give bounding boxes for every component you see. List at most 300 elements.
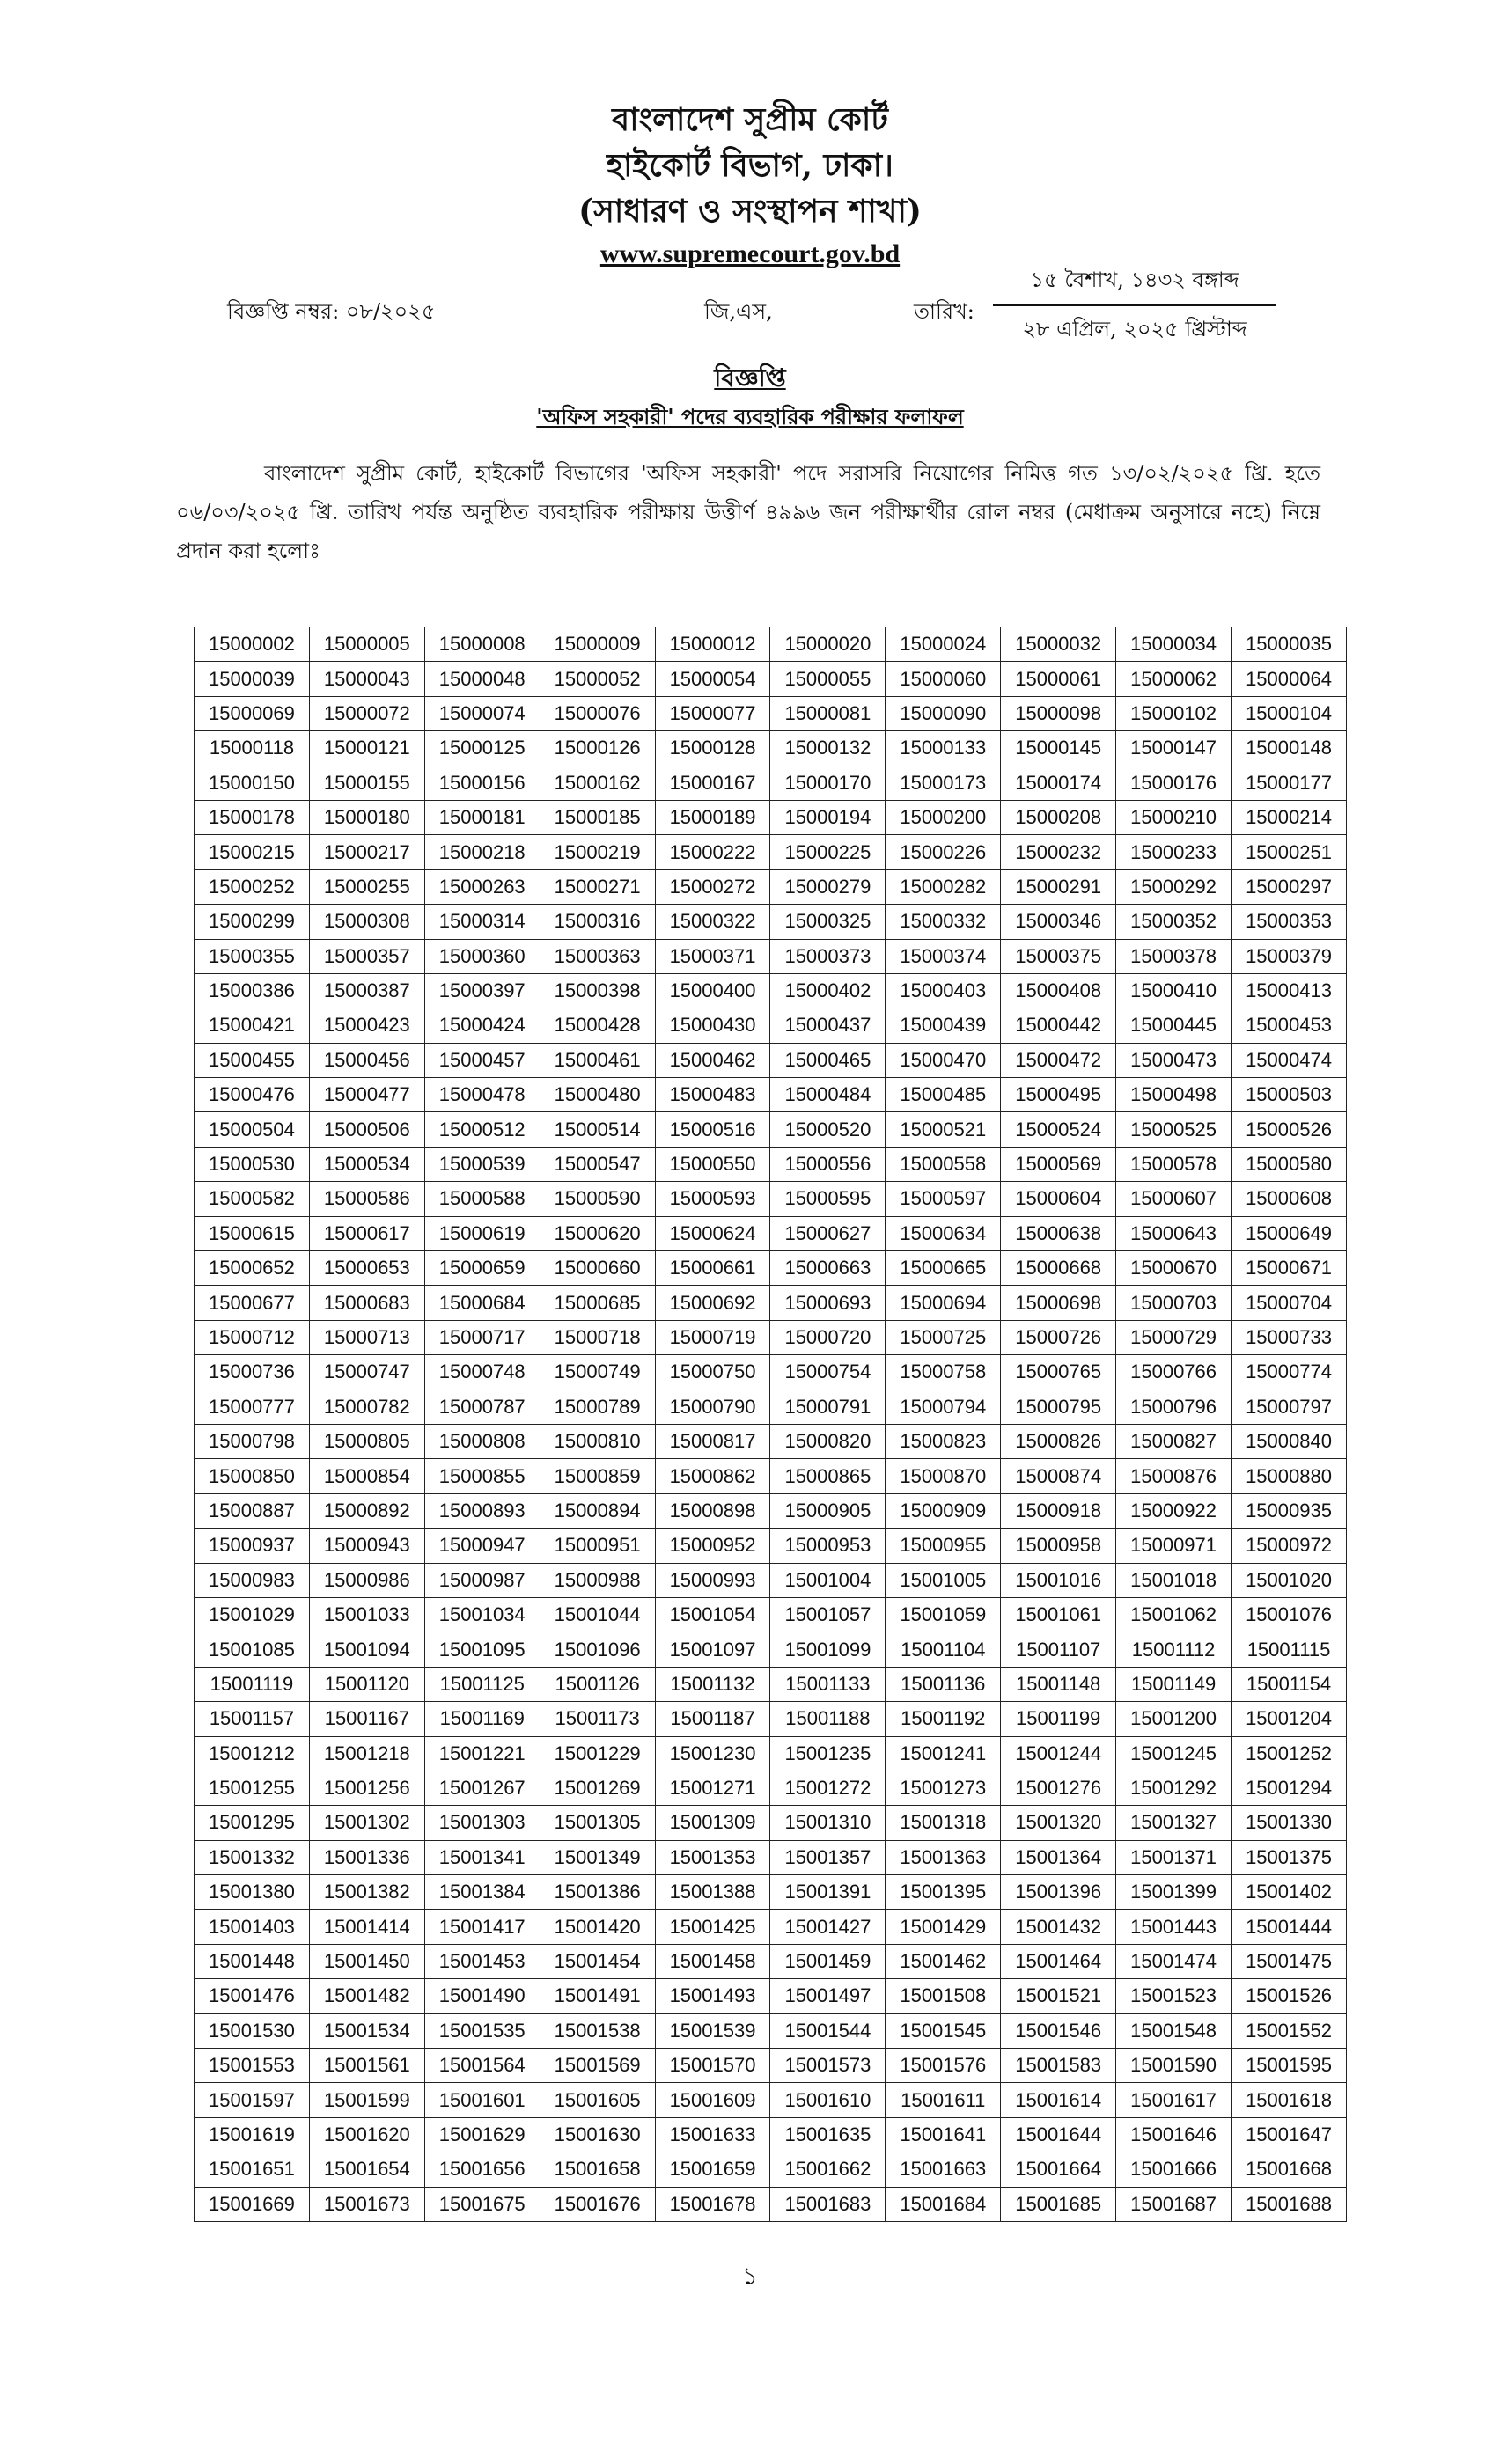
- roll-number-cell: 15000210: [1116, 800, 1232, 834]
- roll-number-cell: 15001230: [655, 1736, 770, 1771]
- roll-number-cell: 15001396: [1001, 1875, 1116, 1910]
- roll-number-cell: 15000947: [424, 1529, 540, 1563]
- notice-subtitle-text: 'অফিস সহকারী' পদের ব্যবহারিক পরীক্ষার ফলাফল: [536, 404, 964, 429]
- roll-number-cell: 15001062: [1116, 1597, 1232, 1632]
- roll-number-cell: 15000132: [770, 731, 886, 766]
- roll-number-cell: 15000009: [540, 627, 655, 662]
- roll-number-cell: 15001044: [540, 1597, 655, 1632]
- roll-number-cell: 15000477: [309, 1078, 424, 1112]
- roll-number-cell: 15001148: [1001, 1667, 1116, 1701]
- roll-number-cell: 15001659: [655, 2152, 770, 2187]
- roll-number-cell: 15000661: [655, 1251, 770, 1286]
- roll-number-cell: 15000055: [770, 662, 886, 696]
- roll-number-cell: 15000064: [1232, 662, 1347, 696]
- roll-number-cell: 15001530: [195, 2013, 310, 2048]
- roll-number-cell: 15000474: [1232, 1043, 1347, 1077]
- roll-number-cell: 15001271: [655, 1771, 770, 1805]
- roll-number-cell: 15000373: [770, 939, 886, 973]
- roll-number-cell: 15001173: [540, 1702, 655, 1736]
- roll-number-cell: 15000854: [309, 1459, 424, 1493]
- roll-number-cell: 15000880: [1232, 1459, 1347, 1493]
- roll-number-cell: 15000935: [1232, 1493, 1347, 1528]
- roll-number-cell: 15000791: [770, 1390, 886, 1424]
- roll-number-cell: 15000387: [309, 973, 424, 1008]
- roll-number-cell: 15001133: [770, 1667, 886, 1701]
- roll-number-cell: 15000634: [886, 1216, 1001, 1250]
- roll-number-cell: 15001200: [1116, 1702, 1232, 1736]
- table-row: [195, 1216, 1347, 1250]
- roll-number-cell: 15001618: [1232, 2083, 1347, 2117]
- roll-number-cell: 15000316: [540, 905, 655, 939]
- table-row: [195, 1667, 1347, 1701]
- roll-number-cell: 15001403: [195, 1910, 310, 1944]
- roll-number-cell: 15000176: [1116, 766, 1232, 800]
- roll-number-cell: 15000677: [195, 1286, 310, 1320]
- table-row: [195, 1563, 1347, 1597]
- roll-number-cell: 15000233: [1116, 835, 1232, 869]
- roll-number-cell: 15000987: [424, 1563, 540, 1597]
- roll-number-cell: 15000005: [309, 627, 424, 662]
- roll-number-cell: 15001619: [195, 2117, 310, 2152]
- roll-number-cell: 15000118: [195, 731, 310, 766]
- roll-number-cell: 15001076: [1232, 1597, 1347, 1632]
- roll-number-cell: 15000126: [540, 731, 655, 766]
- roll-number-cell: 15000034: [1116, 627, 1232, 662]
- roll-number-cell: 15001590: [1116, 2049, 1232, 2083]
- roll-number-cell: 15001119: [195, 1667, 310, 1701]
- roll-number-cell: 15000217: [309, 835, 424, 869]
- roll-number-cell: 15001651: [195, 2152, 310, 2187]
- roll-number-cell: 15001664: [1001, 2152, 1116, 2187]
- roll-number-cell: 15000322: [655, 905, 770, 939]
- roll-number-cell: 15000604: [1001, 1182, 1116, 1216]
- roll-number-cell: 15001375: [1232, 1840, 1347, 1874]
- roll-number-cell: 15001474: [1116, 1944, 1232, 1978]
- roll-number-cell: 15000870: [886, 1459, 1001, 1493]
- roll-number-cell: 15000713: [309, 1320, 424, 1354]
- roll-number-cell: 15000077: [655, 696, 770, 730]
- roll-number-cell: 15001450: [309, 1944, 424, 1978]
- roll-number-cell: 15000789: [540, 1390, 655, 1424]
- roll-number-cell: 15001573: [770, 2049, 886, 2083]
- roll-number-cell: 15000098: [1001, 696, 1116, 730]
- roll-number-cell: 15000455: [195, 1043, 310, 1077]
- roll-number-cell: 15001552: [1232, 2013, 1347, 2048]
- roll-number-cell: 15000189: [655, 800, 770, 834]
- roll-number-cell: 15000850: [195, 1459, 310, 1493]
- roll-number-cell: 15000181: [424, 800, 540, 834]
- roll-number-cell: 15000777: [195, 1390, 310, 1424]
- roll-number-cell: 15001004: [770, 1563, 886, 1597]
- roll-number-cell: 15000346: [1001, 905, 1116, 939]
- table-row: [195, 1320, 1347, 1354]
- roll-number-cell: 15001662: [770, 2152, 886, 2187]
- roll-number-cell: 15001057: [770, 1597, 886, 1632]
- roll-number-cell: 15000437: [770, 1008, 886, 1043]
- roll-number-cell: 15000495: [1001, 1078, 1116, 1112]
- roll-number-cell: 15000643: [1116, 1216, 1232, 1250]
- roll-number-cell: 15000292: [1116, 869, 1232, 904]
- roll-number-table: [194, 627, 1347, 2222]
- roll-number-cell: 15000147: [1116, 731, 1232, 766]
- roll-number-cell: 15000983: [195, 1563, 310, 1597]
- roll-number-cell: 15001641: [886, 2117, 1001, 2152]
- roll-number-cell: 15000232: [1001, 835, 1116, 869]
- roll-number-cell: 15000423: [309, 1008, 424, 1043]
- roll-number-cell: 15000660: [540, 1251, 655, 1286]
- table-row: [195, 696, 1347, 730]
- roll-number-cell: 15000498: [1116, 1078, 1232, 1112]
- roll-number-cell: 15000862: [655, 1459, 770, 1493]
- roll-number-cell: 15000156: [424, 766, 540, 800]
- roll-number-cell: 15000200: [886, 800, 1001, 834]
- roll-number-cell: 15000717: [424, 1320, 540, 1354]
- roll-number-cell: 15000876: [1116, 1459, 1232, 1493]
- roll-number-cell: 15001402: [1232, 1875, 1347, 1910]
- roll-number-cell: 15001054: [655, 1597, 770, 1632]
- roll-number-cell: 15000218: [424, 835, 540, 869]
- roll-number-cell: 15000222: [655, 835, 770, 869]
- roll-number-cell: 15000638: [1001, 1216, 1116, 1250]
- roll-number-cell: 15001095: [424, 1632, 540, 1667]
- roll-number-cell: 15001157: [195, 1702, 310, 1736]
- roll-number-cell: 15000090: [886, 696, 1001, 730]
- roll-number-cell: 15000758: [886, 1355, 1001, 1390]
- roll-number-cell: 15000798: [195, 1424, 310, 1458]
- roll-number-cell: 15000588: [424, 1182, 540, 1216]
- roll-number-cell: 15000413: [1232, 973, 1347, 1008]
- roll-number-cell: 15001252: [1232, 1736, 1347, 1771]
- roll-number-cell: 15001668: [1232, 2152, 1347, 2187]
- roll-number-cell: 15001548: [1116, 2013, 1232, 2048]
- roll-number-cell: 15000671: [1232, 1251, 1347, 1286]
- roll-number-cell: 15000556: [770, 1147, 886, 1181]
- roll-number-cell: 15001521: [1001, 1979, 1116, 2013]
- roll-number-cell: 15001391: [770, 1875, 886, 1910]
- table-row: [195, 2013, 1347, 2048]
- table-row: [195, 1806, 1347, 1840]
- roll-number-cell: 15000624: [655, 1216, 770, 1250]
- roll-number-cell: 15000208: [1001, 800, 1116, 834]
- roll-number-cell: 15001120: [309, 1667, 424, 1701]
- roll-number-cell: 15000002: [195, 627, 310, 662]
- roll-number-cell: 15001454: [540, 1944, 655, 1978]
- roll-number-cell: 15000472: [1001, 1043, 1116, 1077]
- roll-number-cell: 15001104: [886, 1632, 1001, 1667]
- roll-number-cell: 15001666: [1116, 2152, 1232, 2187]
- roll-number-cell: 15000590: [540, 1182, 655, 1216]
- roll-number-cell: 15000428: [540, 1008, 655, 1043]
- roll-number-cell: 15001107: [1001, 1632, 1116, 1667]
- roll-number-cell: 15001112: [1116, 1632, 1232, 1667]
- roll-number-cell: 15000128: [655, 731, 770, 766]
- branch-name: (সাধারণ ও সংস্থাপন শাখা): [578, 193, 922, 230]
- roll-number-cell: 15000357: [309, 939, 424, 973]
- table-row: [195, 1979, 1347, 2013]
- roll-number-cell: 15001094: [309, 1632, 424, 1667]
- roll-number-cell: 15000747: [309, 1355, 424, 1390]
- roll-number-cell: 15001309: [655, 1806, 770, 1840]
- roll-number-cell: 15000174: [1001, 766, 1116, 800]
- roll-number-cell: 15001136: [886, 1667, 1001, 1701]
- roll-number-cell: 15001059: [886, 1597, 1001, 1632]
- roll-number-cell: 15001154: [1232, 1667, 1347, 1701]
- roll-number-cell: 15000325: [770, 905, 886, 939]
- roll-number-cell: 15001349: [540, 1840, 655, 1874]
- table-row: [195, 1493, 1347, 1528]
- roll-number-cell: 15000504: [195, 1112, 310, 1147]
- roll-number-cell: 15000052: [540, 662, 655, 696]
- roll-number-cell: 15001085: [195, 1632, 310, 1667]
- roll-number-cell: 15001614: [1001, 2083, 1116, 2117]
- roll-number-cell: 15000748: [424, 1355, 540, 1390]
- date-label: তারিখ:: [914, 299, 974, 324]
- roll-number-cell: 15000796: [1116, 1390, 1232, 1424]
- roll-number-cell: 15001683: [770, 2187, 886, 2221]
- roll-number-cell: 15000893: [424, 1493, 540, 1528]
- roll-number-cell: 15000485: [886, 1078, 1001, 1112]
- roll-number-cell: 15001526: [1232, 1979, 1347, 2013]
- roll-number-cell: 15000480: [540, 1078, 655, 1112]
- roll-number-cell: 15001482: [309, 1979, 424, 2013]
- roll-number-cell: 15000958: [1001, 1529, 1116, 1563]
- roll-number-cell: 15000352: [1116, 905, 1232, 939]
- roll-number-cell: 15000074: [424, 696, 540, 730]
- roll-number-cell: 15000125: [424, 731, 540, 766]
- table-row: [195, 1875, 1347, 1910]
- roll-number-cell: 15000615: [195, 1216, 310, 1250]
- roll-number-cell: 15001448: [195, 1944, 310, 1978]
- roll-number-cell: 15001272: [770, 1771, 886, 1805]
- roll-number-cell: 15001432: [1001, 1910, 1116, 1944]
- roll-number-cell: 15000355: [195, 939, 310, 973]
- table-row: [195, 1840, 1347, 1874]
- roll-number-cell: 15000102: [1116, 696, 1232, 730]
- roll-number-cell: 15001429: [886, 1910, 1001, 1944]
- roll-number-cell: 15000194: [770, 800, 886, 834]
- roll-number-cell: 15000620: [540, 1216, 655, 1250]
- roll-number-cell: 15001673: [309, 2187, 424, 2221]
- roll-number-cell: 15000039: [195, 662, 310, 696]
- roll-number-cell: 15001569: [540, 2049, 655, 2083]
- roll-number-cell: 15000308: [309, 905, 424, 939]
- roll-number-cell: 15001425: [655, 1910, 770, 1944]
- roll-number-cell: 15001364: [1001, 1840, 1116, 1874]
- roll-number-cell: 15000988: [540, 1563, 655, 1597]
- date-english: ২৮ এপ্রিল, ২০২৫ খ্রিস্টাব্দ: [1022, 317, 1247, 341]
- roll-number-cell: 15000909: [886, 1493, 1001, 1528]
- roll-number-cell: 15000024: [886, 627, 1001, 662]
- table-row: [195, 1390, 1347, 1424]
- roll-number-cell: 15000663: [770, 1251, 886, 1286]
- roll-number-cell: 15000525: [1116, 1112, 1232, 1147]
- roll-number-cell: 15001676: [540, 2187, 655, 2221]
- roll-number-cell: 15000439: [886, 1008, 1001, 1043]
- roll-number-cell: 15001020: [1232, 1563, 1347, 1597]
- roll-number-cell: 15000726: [1001, 1320, 1116, 1354]
- roll-number-cell: 15001576: [886, 2049, 1001, 2083]
- roll-number-cell: 15000586: [309, 1182, 424, 1216]
- roll-number-cell: 15000043: [309, 662, 424, 696]
- roll-number-cell: 15001229: [540, 1736, 655, 1771]
- roll-number-cell: 15000665: [886, 1251, 1001, 1286]
- roll-number-cell: 15000668: [1001, 1251, 1116, 1286]
- roll-number-cell: 15001295: [195, 1806, 310, 1840]
- roll-number-cell: 15000922: [1116, 1493, 1232, 1528]
- roll-number-cell: 15000214: [1232, 800, 1347, 834]
- table-row: [195, 835, 1347, 869]
- roll-number-cell: 15001617: [1116, 2083, 1232, 2117]
- roll-number-cell: 15001656: [424, 2152, 540, 2187]
- roll-number-cell: 15000955: [886, 1529, 1001, 1563]
- roll-number-cell: 15001016: [1001, 1563, 1116, 1597]
- roll-number-cell: 15001635: [770, 2117, 886, 2152]
- roll-number-cell: 15000185: [540, 800, 655, 834]
- table-row: [195, 731, 1347, 766]
- table-row: [195, 1702, 1347, 1736]
- roll-number-cell: 15000353: [1232, 905, 1347, 939]
- roll-number-cell: 15001561: [309, 2049, 424, 2083]
- roll-number-cell: 15000733: [1232, 1320, 1347, 1354]
- roll-number-cell: 15000558: [886, 1147, 1001, 1181]
- roll-number-cell: 15001688: [1232, 2187, 1347, 2221]
- roll-number-cell: 15000155: [309, 766, 424, 800]
- roll-number-cell: 15000378: [1116, 939, 1232, 973]
- roll-number-cell: 15001443: [1116, 1910, 1232, 1944]
- roll-number-cell: 15000291: [1001, 869, 1116, 904]
- table-row: [195, 1597, 1347, 1632]
- roll-number-cell: 15000252: [195, 869, 310, 904]
- roll-number-cell: 15000442: [1001, 1008, 1116, 1043]
- roll-number-cell: 15001669: [195, 2187, 310, 2221]
- roll-number-cell: 15000840: [1232, 1424, 1347, 1458]
- roll-number-cell: 15000255: [309, 869, 424, 904]
- roll-number-cell: 15001241: [886, 1736, 1001, 1771]
- table-row: [195, 2117, 1347, 2152]
- roll-number-cell: 15000593: [655, 1182, 770, 1216]
- roll-number-cell: 15000180: [309, 800, 424, 834]
- roll-number-cell: 15001633: [655, 2117, 770, 2152]
- roll-number-cell: 15001169: [424, 1702, 540, 1736]
- roll-number-cell: 15001595: [1232, 2049, 1347, 2083]
- roll-number-cell: 15000720: [770, 1320, 886, 1354]
- roll-number-cell: 15001336: [309, 1840, 424, 1874]
- table-row: [195, 1078, 1347, 1112]
- table-row: [195, 905, 1347, 939]
- table-row: [195, 1182, 1347, 1216]
- roll-number-cell: 15000718: [540, 1320, 655, 1354]
- table-row: [195, 662, 1347, 696]
- roll-number-cell: 15000943: [309, 1529, 424, 1563]
- roll-number-cell: 15000177: [1232, 766, 1347, 800]
- table-row: [195, 1008, 1347, 1043]
- table-row: [195, 1459, 1347, 1493]
- roll-number-cell: 15001553: [195, 2049, 310, 2083]
- roll-number-cell: 15000521: [886, 1112, 1001, 1147]
- roll-number-cell: 15000020: [770, 627, 886, 662]
- roll-number-cell: 15000363: [540, 939, 655, 973]
- roll-number-cell: 15000595: [770, 1182, 886, 1216]
- roll-number-cell: 15000578: [1116, 1147, 1232, 1181]
- roll-number-cell: 15000692: [655, 1286, 770, 1320]
- roll-number-cell: 15000299: [195, 905, 310, 939]
- roll-number-cell: 15000133: [886, 731, 1001, 766]
- table-row: [195, 1944, 1347, 1978]
- roll-number-cell: 15001380: [195, 1875, 310, 1910]
- roll-number-cell: 15000597: [886, 1182, 1001, 1216]
- roll-number-cell: 15001327: [1116, 1806, 1232, 1840]
- roll-number-cell: 15000150: [195, 766, 310, 800]
- table-row: [195, 973, 1347, 1008]
- roll-number-cell: 15001245: [1116, 1736, 1232, 1771]
- roll-number-cell: 15000693: [770, 1286, 886, 1320]
- roll-number-cell: 15000754: [770, 1355, 886, 1390]
- roll-number-cell: 15001609: [655, 2083, 770, 2117]
- roll-number-cell: 15001273: [886, 1771, 1001, 1805]
- roll-number-cell: 15000386: [195, 973, 310, 1008]
- roll-number-cell: 15001363: [886, 1840, 1001, 1874]
- roll-number-cell: 15000952: [655, 1529, 770, 1563]
- roll-number-cell: 15000887: [195, 1493, 310, 1528]
- roll-number-cell: 15001267: [424, 1771, 540, 1805]
- roll-number-cell: 15001005: [886, 1563, 1001, 1597]
- roll-number-cell: 15001167: [309, 1702, 424, 1736]
- roll-number-cell: 15000951: [540, 1529, 655, 1563]
- roll-number-cell: 15000685: [540, 1286, 655, 1320]
- roll-number-cell: 15000790: [655, 1390, 770, 1424]
- roll-number-cell: 15000271: [540, 869, 655, 904]
- roll-number-cell: 15001395: [886, 1875, 1001, 1910]
- roll-number-cell: 15000251: [1232, 835, 1347, 869]
- roll-number-cell: 15001684: [886, 2187, 1001, 2221]
- roll-number-cell: 15000470: [886, 1043, 1001, 1077]
- website-link[interactable]: www.supremecourt.gov.bd: [599, 239, 901, 268]
- roll-number-cell: 15001061: [1001, 1597, 1116, 1632]
- table-row: [195, 1147, 1347, 1181]
- roll-number-cell: 15001647: [1232, 2117, 1347, 2152]
- roll-number-cell: 15001303: [424, 1806, 540, 1840]
- roll-number-cell: 15000402: [770, 973, 886, 1008]
- roll-number-cell: 15001320: [1001, 1806, 1116, 1840]
- roll-number-cell: 15000410: [1116, 973, 1232, 1008]
- roll-number-cell: 15001475: [1232, 1944, 1347, 1978]
- roll-number-cell: 15000272: [655, 869, 770, 904]
- roll-number-cell: 15001244: [1001, 1736, 1116, 1771]
- date-block: [993, 264, 1276, 348]
- table-row: [195, 1771, 1347, 1805]
- roll-number-cell: 15000173: [886, 766, 1001, 800]
- roll-number-cell: 15000810: [540, 1424, 655, 1458]
- roll-number-cell: 15001218: [309, 1736, 424, 1771]
- roll-number-cell: 15000547: [540, 1147, 655, 1181]
- roll-number-cell: 15000145: [1001, 731, 1116, 766]
- roll-number-cell: 15001235: [770, 1736, 886, 1771]
- roll-number-cell: 15000569: [1001, 1147, 1116, 1181]
- roll-number-cell: 15000478: [424, 1078, 540, 1112]
- page-number: ১: [741, 2262, 759, 2291]
- roll-number-cell: 15000855: [424, 1459, 540, 1493]
- roll-number-cell: 15001417: [424, 1910, 540, 1944]
- roll-number-cell: 15000282: [886, 869, 1001, 904]
- roll-number-cell: 15001125: [424, 1667, 540, 1701]
- roll-number-cell: 15001544: [770, 2013, 886, 2048]
- roll-number-cell: 15000749: [540, 1355, 655, 1390]
- roll-number-cell: 15001605: [540, 2083, 655, 2117]
- roll-number-cell: 15001678: [655, 2187, 770, 2221]
- roll-number-cell: 15000421: [195, 1008, 310, 1043]
- roll-number-cell: 15001187: [655, 1702, 770, 1736]
- roll-number-cell: 15000704: [1232, 1286, 1347, 1320]
